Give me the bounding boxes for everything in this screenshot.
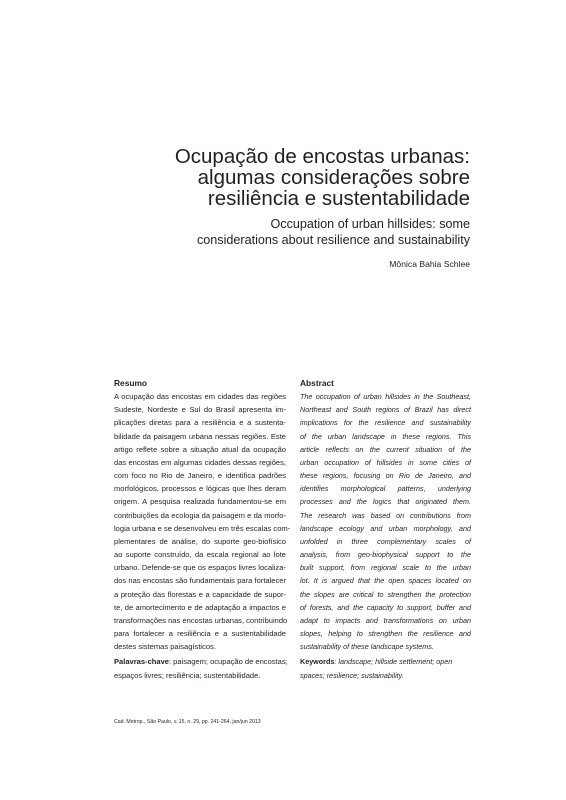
resumo-line: origem. A pesquisa realizada fundamentou-se em bbox=[114, 497, 286, 507]
abstract-line: analysis, from geo-biophysical support to the bbox=[300, 550, 471, 560]
resumo-line: transformações nas encostas urbanas, contribuindo bbox=[114, 615, 288, 625]
author-name: Mônica Bahia Schlee bbox=[389, 259, 470, 269]
resumo-line: com foco no Rio de Janeiro, e identifica padrões bbox=[114, 471, 286, 481]
abstract-line: slopes, helping to strengthen the resilience and bbox=[300, 629, 471, 639]
abstract-line: unfolded in three complementary scales of bbox=[300, 536, 471, 546]
subtitle-line: considerations about resilience and sustainability bbox=[196, 232, 470, 247]
abstract-line: Northeast and South regions of Brazil has direct bbox=[300, 405, 471, 415]
palavras-chave bbox=[114, 655, 286, 681]
abstract-heading: Abstract bbox=[300, 378, 334, 388]
abstract-body bbox=[300, 390, 471, 653]
abstract-line: built support, from regional scale to the urban bbox=[300, 563, 471, 573]
keywords bbox=[300, 655, 471, 681]
keywords-label: Keywords bbox=[300, 657, 335, 667]
keywords-line bbox=[300, 655, 471, 668]
resumo-line: contribuições da ecologia da paisagem e da morfo- bbox=[114, 510, 286, 520]
resumo-line: te, de amortecimento e de adaptação a impactos e bbox=[114, 602, 286, 612]
abstract-line: of forests, and the capacity to support, buffer and bbox=[300, 602, 471, 612]
keywords-text: : paisagem; ocupação de encostas; bbox=[168, 657, 288, 667]
resumo-heading: Resumo bbox=[114, 378, 148, 388]
resumo-line: ao suporte construído, da escala regional ao lote bbox=[114, 550, 286, 560]
abstract-line: urban occupation of hillsides in some cities of bbox=[300, 457, 471, 467]
title-line: algumas considerações sobre bbox=[197, 166, 470, 189]
resumo-line: logia urbana e se desenvolveu em três escalas com- bbox=[114, 523, 291, 533]
abstract-line: of the urban landscape in these regions. This bbox=[300, 431, 471, 441]
abstract-line: adapt to impacts and transformations on urban bbox=[300, 615, 471, 625]
abstract-line: landscape ecology and urban morphology, and bbox=[300, 523, 471, 533]
resumo-body bbox=[114, 390, 291, 653]
abstract-line: article reflects on the current situation of the bbox=[300, 444, 471, 454]
resumo-line: urbano. Defende-se que os espaços livres localiza- bbox=[114, 563, 286, 573]
resumo-line: a proteção das florestas e a capacidade de supor- bbox=[114, 589, 286, 599]
abstract-line: The research was based on contributions from bbox=[300, 510, 471, 520]
abstract-line: The occupation of urban hillsides in the Southeast, bbox=[300, 392, 471, 401]
abstract-line: sustainability of these landscape systems. bbox=[300, 642, 434, 652]
abstract-line: processes and the logics that originated them. bbox=[300, 497, 471, 507]
resumo-line: dos nas encostas são fundamentais para fortalecer bbox=[114, 576, 286, 586]
article-subtitle bbox=[90, 217, 470, 248]
keywords-line: espaços livres; resiliência; sustentabilidade. bbox=[114, 670, 261, 680]
resumo-line: morfológicos, processos e lógicas que lhes deram bbox=[114, 484, 286, 494]
keywords-line: spaces; resilience; sustainability. bbox=[300, 670, 404, 680]
keywords-line bbox=[114, 655, 286, 668]
keywords-label: Palavras-chave bbox=[114, 657, 169, 667]
article-title bbox=[90, 146, 470, 209]
keywords-text: : landscape; hillside settlement; open bbox=[334, 657, 453, 667]
resumo-line: bilidade da paisagem urbana nessas regiões. Este bbox=[114, 431, 286, 441]
resumo-line: destes sistemas paisagísticos. bbox=[114, 642, 216, 652]
resumo-line: para fortalecer a resiliência e a sustentabilidade bbox=[114, 629, 286, 639]
abstract-line: identifies morphological patterns, underlying bbox=[300, 484, 471, 494]
resumo-line: plementares de análise, do suporte geo-biofísico bbox=[114, 536, 286, 546]
resumo-column bbox=[114, 378, 291, 682]
resumo-line: artigo reflete sobre a situação atual da ocupação bbox=[114, 444, 286, 454]
resumo-line: das encostas em algumas cidades dessas regiões, bbox=[114, 457, 286, 467]
abstract-column bbox=[300, 378, 471, 682]
abstract-line: implications for the resilience and sustainability bbox=[300, 418, 471, 428]
title-line: Ocupação de encostas urbanas: bbox=[174, 145, 470, 168]
subtitle-line: Occupation of urban hillsides: some bbox=[270, 217, 470, 231]
abstract-line: the slopes are critical to strengthen the protection bbox=[300, 589, 471, 599]
abstract-line: these regions, focusing on Rio de Janeiro, and bbox=[300, 471, 471, 481]
resumo-line: A ocupação das encostas em cidades das regiões bbox=[114, 392, 286, 401]
citation-footer: Cad. Metrop., São Paulo, v. 15, n. 29, pp. 241-264, jan/jun 2013 bbox=[114, 719, 261, 725]
title-line: resiliência e sustentabilidade bbox=[207, 187, 470, 210]
resumo-line: plicações diretas para a resiliência e a sustenta- bbox=[114, 418, 286, 428]
abstract-line: lot. It is argued that the open spaces located on bbox=[300, 576, 471, 586]
resumo-line: Sudeste, Nordeste e Sul do Brasil apresenta im- bbox=[114, 405, 286, 415]
